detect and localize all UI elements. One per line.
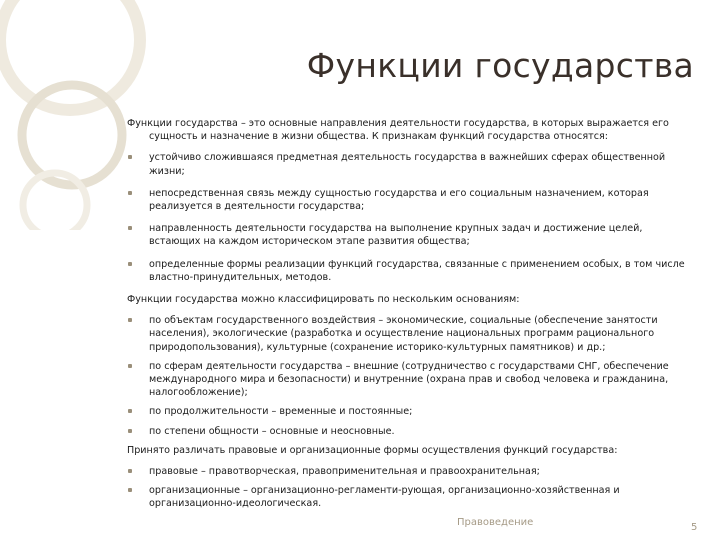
list-item: по продолжительности – временные и постоянные; [127,405,693,418]
features-list [127,151,693,284]
list-item: направленность деятельности государства на выполнение крупных задач и достижение целей, встающих на каждом историческом этапе развития общества; [127,222,693,248]
list-item: по сферам деятельности государства – внешние (сотрудничество с государствами СНГ, обеспечение международного мира и безопасности) и внутренние (охрана прав и свобод человека и гражданина, налогообложение); [127,360,693,400]
list-item: по степени общности – основные и неосновные. [127,425,693,438]
list-item: по объектам государственного воздействия – экономические, социальные (обеспечение занятости населения), экологические (разработка и осуществление национальных программ рационального природопользования), культурные (сохранение историко-культурных памятников) и др.; [127,314,693,354]
list-item: определенные формы реализации функций государства, связанные с применением особых, в том числе властно-принудительных, методов. [127,258,693,284]
slide-body [127,117,693,517]
bullet-icon [128,409,132,413]
bullet-icon [128,364,132,368]
ring-middle [22,85,122,185]
slide-title: Функции государства [306,46,694,85]
list-item: устойчиво сложившаяся предметная деятельность государства в важнейших сферах общественной жизни; [127,151,693,177]
intro-paragraph: Функции государства – это основные направления деятельности государства, в которых выражается его сущность и назначение в жизни общества. К признакам функций государства относятся: [127,118,669,143]
bullet-icon [128,226,132,230]
classifications-list [127,314,693,438]
list-item: правовые – правотворческая, правоприменительная и правоохранительная; [127,465,693,478]
ring-top [0,0,140,110]
bullet-icon [128,429,132,433]
classification-intro: Функции государства можно классифицировать по нескольким основаниям: [127,294,520,306]
bullet-icon [128,155,132,159]
list-item: непосредственная связь между сущностью государства и его социальным назначением, которая реализуется в деятельности государства; [127,187,693,213]
footer-subject: Правоведение [457,517,534,528]
bullet-icon [128,469,132,473]
forms-intro: Принято различать правовые и организационные формы осуществления функций государства: [127,444,618,456]
list-item: организационные – организационно-регламенти-рующая, организационно-хозяйственная и организационно-идеологическая. [127,484,693,510]
bullet-icon [128,191,132,195]
page-number: 5 [691,522,698,533]
bullet-icon [128,488,132,492]
forms-list [127,465,693,511]
bullet-icon [128,318,132,322]
bullet-icon [128,262,132,266]
